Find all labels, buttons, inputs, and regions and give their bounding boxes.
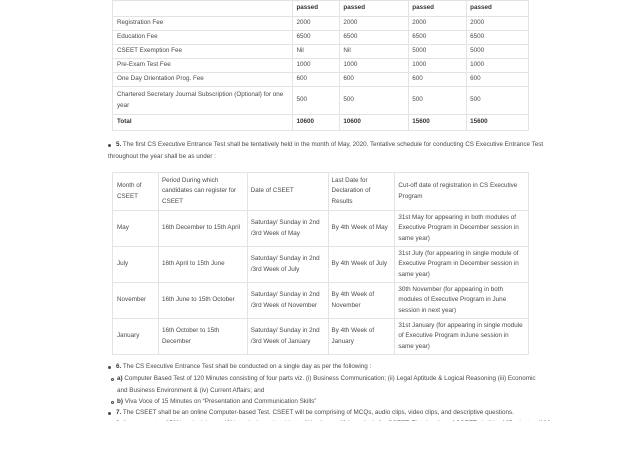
fee-cell: 600 xyxy=(340,73,409,87)
fee-header-row xyxy=(113,1,529,17)
point-6a-label: a) xyxy=(117,375,123,382)
schedule-row xyxy=(113,319,529,355)
schedule-cell: Saturday/ Sunday in 2nd /3rd Week of May xyxy=(247,211,328,247)
fee-total-row xyxy=(113,115,529,131)
fee-cell: 2000 xyxy=(467,17,529,31)
fee-cell: 6500 xyxy=(467,31,529,45)
schedule-row xyxy=(113,247,529,283)
schedule-cell: 16th December to 15th April xyxy=(158,211,247,247)
fee-row xyxy=(113,31,529,45)
bullet-6 xyxy=(108,366,111,369)
point-7 xyxy=(116,407,538,419)
sub-bullet-a xyxy=(111,378,114,381)
schedule-cell: Cut-off date of registration in CS Executive Program xyxy=(395,173,529,211)
fee-cell: Nil xyxy=(340,45,409,59)
schedule-cell: 31st May for appearing in both modules of Executive Program in December session in same year) xyxy=(395,211,529,247)
fee-row xyxy=(113,59,529,73)
fee-cell: 500 xyxy=(293,87,340,115)
point-6-text: The CS Executive Entrance Test shall be conducted on a single day as per the following : xyxy=(122,363,372,370)
fee-cell: passed xyxy=(293,1,340,17)
schedule-header-row xyxy=(113,173,529,211)
fee-cell: passed xyxy=(467,1,529,17)
schedule-cell: By 4th Week of May xyxy=(328,211,395,247)
fee-cell: 6500 xyxy=(340,31,409,45)
schedule-cell: May xyxy=(113,211,159,247)
fee-cell: 500 xyxy=(409,87,467,115)
fee-row xyxy=(113,45,529,59)
point-7-number: 7. xyxy=(116,409,122,416)
schedule-cell: 31st January (for appearing in single module of Executive Program inJune session in same year) xyxy=(395,319,529,355)
fee-cell: Pre-Exam Test Fee xyxy=(113,59,293,73)
point-7-text: The CSEET shall be an online Computer-based Test. CSEET will be comprising of MCQs, audio clips, video clips, and descriptive questions. xyxy=(122,409,514,416)
bullet-5 xyxy=(108,144,111,147)
fee-cell: 2000 xyxy=(409,17,467,31)
fee-cell: 1000 xyxy=(409,59,467,73)
schedule-cell: Period During which candidates can register for CSEET xyxy=(158,173,247,211)
fee-cell: 2000 xyxy=(293,17,340,31)
point-6a-line1: Computer Based Test of 120 Minutes consisting of four parts viz. (i) Business Communication; (ii) Legal Aptitude & Logical Reasoning (iii) Economic xyxy=(124,375,536,382)
point-6a-line2: and Business Environment & (iv) Current Affairs; and xyxy=(117,386,265,394)
point-6a xyxy=(117,373,539,396)
schedule-cell: 16th October to 15th December xyxy=(158,319,247,355)
point-6-number: 6. xyxy=(116,363,122,370)
fee-cell: 600 xyxy=(409,73,467,87)
fee-cell: 2000 xyxy=(340,17,409,31)
bullet-7 xyxy=(108,412,111,415)
point-6b xyxy=(117,396,539,408)
schedule-cell: January xyxy=(113,319,159,355)
fee-cell: One Day Orientation Prog. Fee xyxy=(113,73,293,87)
schedule-cell: 30th November (for appearing in both modules of Executive Program in June session in next year) xyxy=(395,283,529,319)
schedule-cell: Last Date for Declaration of Results xyxy=(328,173,395,211)
schedule-cell: July xyxy=(113,247,159,283)
fee-row xyxy=(113,17,529,31)
fee-cell: 15600 xyxy=(409,115,467,131)
point-5 xyxy=(108,139,544,162)
fee-cell: Chartered Secretary Journal Subscription (Optional) for one year xyxy=(113,87,293,115)
schedule-row xyxy=(113,211,529,247)
fee-cell: Total xyxy=(113,115,293,131)
fee-cell: 5000 xyxy=(409,45,467,59)
fee-cell: 1000 xyxy=(340,59,409,73)
fee-cell: 6500 xyxy=(293,31,340,45)
page-cutoff xyxy=(0,421,638,451)
sub-bullet-b xyxy=(111,401,114,404)
schedule-cell: By 4th Week of January xyxy=(328,319,395,355)
schedule-cell: By 4th Week of November xyxy=(328,283,395,319)
fee-cell: CSEET Exemption Fee xyxy=(113,45,293,59)
point-6b-text: Viva Voce of 15 Minutes on “Presentation and Communication Skills” xyxy=(124,398,317,405)
schedule-cell: 31st July (for appearing in single module of Executive Program in December session in same year) xyxy=(395,247,529,283)
fee-cell: passed xyxy=(409,1,467,17)
fee-cell: 1000 xyxy=(293,59,340,73)
fee-table xyxy=(112,0,529,131)
schedule-cell: 16th April to 15th June xyxy=(158,247,247,283)
schedule-cell: Saturday/ Sunday in 2nd /3rd Week of July xyxy=(247,247,328,283)
fee-cell: 10600 xyxy=(293,115,340,131)
schedule-cell: November xyxy=(113,283,159,319)
fee-cell: 500 xyxy=(340,87,409,115)
schedule-cell: Saturday/ Sunday in 2nd /3rd Week of January xyxy=(247,319,328,355)
schedule-cell: Month of CSEET xyxy=(113,173,159,211)
schedule-row xyxy=(113,283,529,319)
fee-cell: 600 xyxy=(467,73,529,87)
point-6b-label: b) xyxy=(117,398,123,405)
point-5-line1: The first CS Executive Entrance Test shall be tentatively held in the month of May, 2020. Tentative schedule for conducting CS Executive Entrance Test xyxy=(122,141,544,148)
fee-cell: Nil xyxy=(293,45,340,59)
point-5-number: 5. xyxy=(116,141,122,148)
fee-cell: 5000 xyxy=(467,45,529,59)
point-5-line2: throughout the year shall be as under : xyxy=(108,152,216,160)
fee-cell: 500 xyxy=(467,87,529,115)
point-6 xyxy=(116,361,538,373)
fee-row xyxy=(113,73,529,87)
fee-cell: 15600 xyxy=(467,115,529,131)
schedule-cell: By 4th Week of July xyxy=(328,247,395,283)
fee-cell: Education Fee xyxy=(113,31,293,45)
schedule-table xyxy=(112,172,529,355)
fee-cell: passed xyxy=(340,1,409,17)
fee-row xyxy=(113,87,529,115)
fee-cell: 1000 xyxy=(467,59,529,73)
schedule-cell: Date of CSEET xyxy=(247,173,328,211)
fee-cell: 10600 xyxy=(340,115,409,131)
fee-cell: Registration Fee xyxy=(113,17,293,31)
schedule-cell: 16th June to 15th October xyxy=(158,283,247,319)
fee-cell: 6500 xyxy=(409,31,467,45)
fee-cell xyxy=(113,1,293,17)
fee-cell: 600 xyxy=(293,73,340,87)
schedule-cell: Saturday/ Sunday in 2nd /3rd Week of November xyxy=(247,283,328,319)
